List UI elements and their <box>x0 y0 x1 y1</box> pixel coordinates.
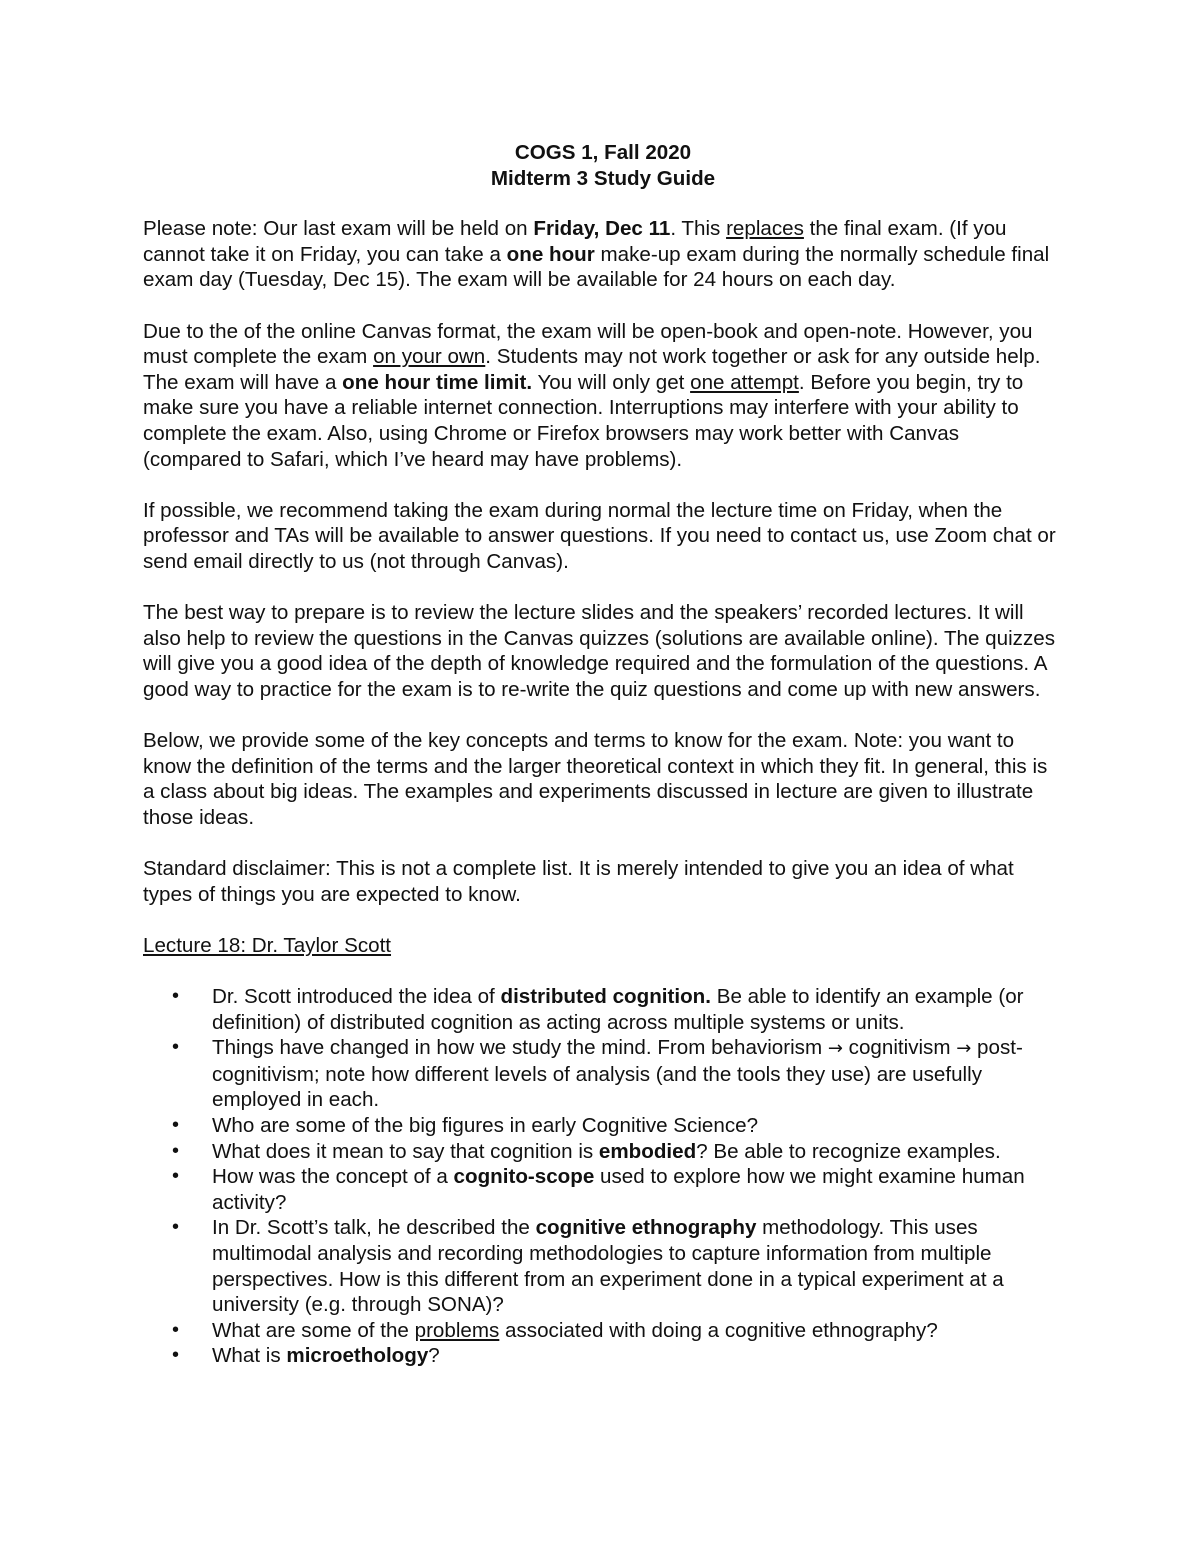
bullet-icon: • <box>172 1165 180 1188</box>
term-bold: cognito-scope <box>453 1165 595 1189</box>
list-item <box>143 1318 1063 1344</box>
bullet-icon: • <box>172 1139 180 1162</box>
paragraph-lecture-time: If possible, we recommend taking the exam during normal the lecture time on Friday, when the professor and TAs will be available to answer questions. If you need to contact us, use Zoom chat or send email directly to us (not through Canvas). <box>143 498 1056 573</box>
section-heading-lecture-18 <box>143 933 1063 959</box>
term-bold: distributed cognition. <box>500 985 711 1008</box>
text-run: methodology. This uses multimodal analysis and recording methodologies to capture information from multiple perspectives. How is this different from an experiment done in a typical experiment at a university (e.g. through SONA)? <box>212 1216 1004 1317</box>
text-run: Please note: Our last exam will be held on <box>143 217 534 241</box>
list-item <box>143 1139 1063 1165</box>
document-title: COGS 1, Fall 2020 <box>514 141 692 164</box>
text-run: ? <box>428 1344 440 1368</box>
bullet-icon: • <box>172 1216 180 1239</box>
on-your-own-underlined: on your own <box>373 345 486 369</box>
term-bold: cognitive ethnography <box>535 1216 757 1240</box>
text-run: used to explore how we might examine human activity? <box>212 1165 1025 1214</box>
text-run: . Before you begin, try to make sure you have a reliable internet connection. Interruptions may interfere with your ability to complete the exam. Also, using Chrome or Firefox browsers may work better with Canvas (compared to Safari, which I’ve heard may have problems). <box>143 370 1024 471</box>
text-run: cognitivism <box>842 1036 957 1060</box>
text-run: . Students may not work together or ask for any outside help. The exam will have a <box>143 345 1041 394</box>
text-run: the final exam. (If you cannot take it on Friday, you can take a <box>143 217 1007 266</box>
paragraph-exam-format <box>143 319 1063 473</box>
text-run: . This <box>670 217 727 241</box>
paragraph-key-concepts: Below, we provide some of the key concepts and terms to know for the exam. Note: you want to know the definition of the terms and the larger theoretical context in which they fit. In general, this is a class about big ideas. The examples and experiments discussed in lecture are given to illustrate those ideas. <box>143 729 1048 829</box>
document-content <box>143 140 1063 1369</box>
bullet-icon: • <box>172 1036 180 1059</box>
text-run: What does it mean to say that cognition is <box>212 1139 599 1163</box>
document-subtitle: Midterm 3 Study Guide <box>490 166 716 190</box>
text-run: What are some of the <box>212 1318 415 1342</box>
spacer <box>143 191 1063 216</box>
text-run: associated with doing a cognitive ethnography? <box>499 1318 938 1342</box>
text-run: You will only get <box>532 370 691 394</box>
text-run: Due to the of the online Canvas format, the exam will be open-book and open-note. However, you must complete the exam <box>143 319 1033 369</box>
time-limit-bold: one hour time limit. <box>342 370 533 394</box>
text-run: Dr. Scott introduced the idea of <box>212 985 501 1008</box>
paragraph-disclaimer: Standard disclaimer: This is not a complete list. It is merely intended to give you an idea of what types of things you are expected to know. <box>143 857 1014 906</box>
replaces-underlined: replaces <box>726 217 804 241</box>
text-run: ? Be able to recognize examples. <box>696 1139 1001 1163</box>
term-bold: microethology <box>286 1344 429 1368</box>
text-run: Who are some of the big figures in early Cognitive Science? <box>212 1113 759 1137</box>
bullet-icon: • <box>172 1344 180 1367</box>
text-run: Be able to identify an example (or definition) of distributed cognition as acting across multiple systems or units. <box>212 985 1024 1034</box>
text-run: post-cognitivism; note how different levels of analysis (and the tools they use) are usefully employed in each. <box>212 1036 1023 1112</box>
list-item <box>143 1035 1063 1113</box>
text-run: What is <box>212 1344 287 1368</box>
list-item <box>143 1113 1063 1139</box>
one-attempt-underlined: one attempt <box>690 370 799 394</box>
arrow-right-icon: → <box>827 1038 843 1060</box>
bullet-icon: • <box>172 1113 180 1136</box>
list-item <box>143 1343 1063 1369</box>
exam-date-bold: Friday, Dec 11 <box>533 217 671 241</box>
paragraph-preparation: The best way to prepare is to review the lecture slides and the speakers’ recorded lectures. It will also help to review the questions in the Canvas quizzes (solutions are available online). The quizzes will give you a good idea of the depth of knowledge required and the formulation of the questions. A good way to practice for the exam is to re-write the quiz questions and come up with new answers. <box>143 601 1055 701</box>
term-bold: embodied <box>598 1139 697 1163</box>
section-heading-text: Lecture 18: Dr. Taylor Scott <box>143 933 392 957</box>
one-hour-bold: one hour <box>506 242 595 266</box>
list-item <box>143 984 1063 1035</box>
list-item <box>143 1215 1063 1317</box>
bullet-icon: • <box>172 1318 180 1341</box>
text-run: Things have changed in how we study the mind. From behaviorism <box>212 1036 828 1060</box>
bullet-icon: • <box>172 985 180 1007</box>
list-item <box>143 1164 1063 1215</box>
term-underlined: problems <box>414 1318 500 1342</box>
arrow-right-icon: → <box>956 1038 972 1060</box>
concept-list <box>143 984 1063 1369</box>
paragraph-exam-date <box>143 216 1063 293</box>
text-run: In Dr. Scott’s talk, he described the <box>212 1216 536 1240</box>
text-run: make-up exam during the normally schedule final exam day (Tuesday, Dec 15). The exam will be available for 24 hours on each day. <box>143 242 1050 292</box>
text-run: How was the concept of a <box>212 1165 454 1189</box>
